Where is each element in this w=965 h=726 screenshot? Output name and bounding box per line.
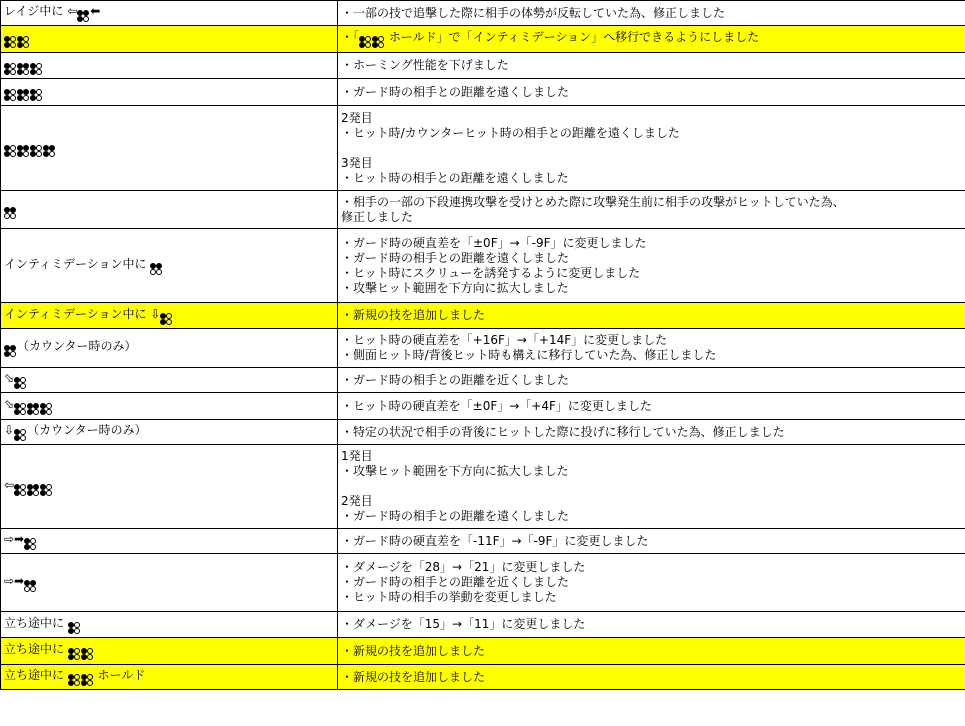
change-note-line: ・ヒット時の硬直差を「+16F」→「+14F」に変更しました [341, 333, 668, 347]
button-unpressed-icon [20, 409, 26, 415]
move-command-cell [1, 1, 338, 26]
change-note-line: ・ヒット時/カウンターヒット時の相手との距離を遠くしました [341, 125, 680, 140]
change-note-line: ・特定の状況で相手の背後にヒットした際に投げに移行していた為、修正しました [341, 424, 785, 439]
button-unpressed-icon [36, 63, 42, 69]
change-note-line: ・ヒット時にスクリューを誘発するように変更しました [341, 265, 641, 280]
button-input-icon [17, 145, 29, 157]
table-row [1, 612, 965, 638]
button-input-icon [40, 403, 52, 415]
button-unpressed-icon [156, 269, 162, 275]
button-input-icon [359, 36, 371, 48]
button-input-icon [24, 538, 36, 550]
move-command-cell [1, 53, 338, 79]
button-input-icon [14, 429, 26, 441]
change-note-line: 修正しました [341, 209, 414, 224]
change-note-line [341, 479, 962, 494]
change-note-line: ・ガード時の相手との距離を遠くしました [341, 84, 570, 99]
move-suffix: （カウンター時のみ） [17, 339, 137, 353]
button-input-icon [4, 63, 16, 75]
change-note-cell [338, 79, 965, 106]
button-unpressed-icon [87, 654, 93, 660]
button-unpressed-icon [166, 313, 172, 319]
button-input-icon [77, 10, 89, 22]
button-input-icon [150, 263, 162, 275]
button-input-icon [43, 145, 55, 157]
change-note-cell [338, 420, 965, 445]
change-note-cell [338, 665, 965, 690]
button-unpressed-icon [10, 151, 16, 157]
move-command-cell [1, 612, 338, 638]
change-note-cell [338, 612, 965, 638]
move-command-cell [1, 554, 338, 612]
button-unpressed-icon [36, 95, 42, 101]
button-unpressed-icon [74, 628, 80, 634]
change-note-line: ・ヒット時の相手との距離を遠くしました [341, 170, 569, 185]
button-unpressed-icon [74, 654, 80, 660]
button-unpressed-icon [87, 680, 93, 686]
patch-notes-body [1, 1, 965, 690]
button-unpressed-icon [10, 351, 16, 357]
move-prefix: インティミデーション中に ⇩ [4, 306, 161, 321]
move-prefix: ⇦ [4, 477, 15, 492]
button-unpressed-icon [20, 484, 26, 490]
button-unpressed-icon [20, 435, 26, 441]
button-input-icon [24, 580, 36, 592]
move-prefix: 立ち途中に [4, 668, 68, 682]
button-input-icon [40, 484, 52, 496]
move-prefix: ⇩ [4, 423, 15, 437]
change-note-line: 2発目 [341, 494, 373, 508]
change-note-line: ・ガード時の相手との距離を近くしました [341, 575, 570, 589]
button-unpressed-icon [365, 42, 371, 48]
button-input-icon [14, 377, 26, 389]
move-prefix: 立ち途中に [4, 615, 68, 630]
button-pressed-icon [156, 263, 162, 269]
button-unpressed-icon [166, 319, 172, 325]
button-unpressed-icon [20, 383, 26, 389]
move-command-cell [1, 191, 338, 229]
table-row [1, 191, 965, 229]
button-pressed-icon [68, 680, 74, 686]
button-unpressed-icon [20, 490, 26, 496]
move-command-cell [1, 329, 338, 368]
change-note-cell [338, 53, 965, 79]
change-note-line: ・ダメージを「15」→「11」に変更しました [341, 617, 586, 631]
change-note-cell [338, 191, 965, 229]
table-row [1, 303, 965, 329]
button-input-icon [17, 36, 29, 48]
button-unpressed-icon [83, 16, 89, 22]
move-command-cell [1, 229, 338, 303]
move-prefix: ⇨➡ [4, 532, 25, 546]
button-input-icon [27, 484, 39, 496]
change-note-cell [338, 445, 965, 529]
change-note-cell [338, 529, 965, 554]
move-command-cell [1, 26, 338, 53]
button-unpressed-icon [36, 69, 42, 75]
button-input-icon [160, 313, 172, 325]
move-suffix: ⬅ [90, 4, 101, 18]
button-unpressed-icon [46, 484, 52, 490]
move-command-cell [1, 79, 338, 106]
button-pressed-icon [81, 654, 87, 660]
button-input-icon [30, 89, 42, 101]
move-prefix: 立ち途中に [4, 642, 68, 656]
change-note-cell [338, 106, 965, 191]
button-unpressed-icon [74, 622, 80, 628]
button-unpressed-icon [33, 409, 39, 415]
button-pressed-icon [23, 63, 29, 69]
button-unpressed-icon [46, 409, 52, 415]
button-input-icon [372, 36, 384, 48]
change-note-line: 3発目 [341, 155, 373, 170]
button-unpressed-icon [10, 69, 16, 75]
table-row [1, 529, 965, 554]
button-input-icon [4, 345, 16, 357]
change-note-line: ・ヒット時の硬直差を「±0F」→「+4F」に変更しました [341, 398, 652, 413]
button-pressed-icon [10, 207, 16, 213]
move-suffix: （カウンター時のみ） [27, 423, 147, 437]
button-input-icon [27, 403, 39, 415]
move-prefix: レイジ中に ⇦ [4, 4, 78, 18]
table-row [1, 420, 965, 445]
button-unpressed-icon [30, 544, 36, 550]
change-note-cell [338, 26, 965, 53]
change-note-cell [338, 303, 965, 329]
button-unpressed-icon [30, 586, 36, 592]
button-pressed-icon [33, 484, 39, 490]
change-note-line: ・側面ヒット時/背後ヒット時も構えに移行していた為、修正しました [341, 348, 717, 362]
button-input-icon [4, 36, 16, 48]
table-row [1, 1, 965, 26]
move-prefix: ⇨➡ [4, 573, 25, 588]
button-input-icon [14, 403, 26, 415]
move-command-cell [1, 665, 338, 690]
change-note-line: 2発目 [341, 110, 373, 125]
change-note-cell [338, 329, 965, 368]
move-command-cell [1, 368, 338, 393]
table-row [1, 665, 965, 690]
table-row [1, 554, 965, 612]
change-note-cell [338, 1, 965, 26]
change-note-line: ・ガード時の相手との距離を遠くしました [341, 250, 570, 265]
table-row [1, 445, 965, 529]
button-input-icon [4, 145, 16, 157]
button-unpressed-icon [23, 95, 29, 101]
button-pressed-icon [68, 622, 74, 628]
button-unpressed-icon [10, 95, 16, 101]
change-note-line: ・攻撃ヒット範囲を下方向に拡大しました [341, 464, 569, 478]
change-note-line: 1発目 [341, 449, 373, 463]
change-note-line: ・一部の技で追撃した際に相手の体勢が反転していた為、修正しました [341, 5, 726, 20]
button-unpressed-icon [49, 151, 55, 157]
change-note-line: ・ガード時の相手との距離を近くしました [341, 372, 570, 387]
button-unpressed-icon [10, 42, 16, 48]
change-note-line: ・ガード時の硬直差を「±0F」→「-9F」に変更しました [341, 235, 647, 250]
table-row [1, 53, 965, 79]
move-command-cell [1, 638, 338, 665]
button-input-icon [68, 674, 80, 686]
button-unpressed-icon [23, 69, 29, 75]
change-note-line: ・ホーミング性能を下げました [341, 58, 509, 72]
button-pressed-icon [68, 654, 74, 660]
change-note-line: ・「 ホールド」で「インティミデーション」へ移行できるようにしました [341, 30, 962, 48]
table-row [1, 329, 965, 368]
button-unpressed-icon [36, 151, 42, 157]
change-note-line: ・新規の技を追加しました [341, 308, 486, 322]
button-unpressed-icon [74, 680, 80, 686]
change-note-line: ・相手の一部の下段連携攻撃を受けとめた際に攻撃発生前に相手の攻撃がヒットしていた為、 [341, 194, 845, 209]
button-unpressed-icon [10, 63, 16, 69]
button-input-icon [4, 89, 16, 101]
button-input-icon [68, 648, 80, 660]
button-pressed-icon [30, 580, 36, 586]
move-prefix: ⬂ [4, 371, 15, 385]
move-command-cell [1, 393, 338, 420]
move-command-cell [1, 445, 338, 529]
change-note-cell [338, 229, 965, 303]
move-prefix: インティミデーション中に [4, 256, 151, 271]
change-note-line: ・新規の技を追加しました [341, 669, 486, 684]
button-unpressed-icon [46, 490, 52, 496]
button-input-icon [4, 207, 16, 219]
move-command-cell [1, 420, 338, 445]
table-row [1, 26, 965, 53]
button-unpressed-icon [378, 42, 384, 48]
change-note-line [341, 141, 962, 156]
button-input-icon [17, 89, 29, 101]
table-row [1, 638, 965, 665]
button-input-icon [14, 484, 26, 496]
button-input-icon [17, 63, 29, 75]
button-pressed-icon [68, 628, 74, 634]
button-input-icon [30, 145, 42, 157]
button-input-icon [81, 648, 93, 660]
change-note-cell [338, 393, 965, 420]
change-note-line: ・新規の技を追加しました [341, 643, 486, 658]
move-command-cell [1, 106, 338, 191]
move-suffix: ホールド [93, 668, 146, 682]
move-command-cell [1, 529, 338, 554]
button-input-icon [30, 63, 42, 75]
table-row [1, 106, 965, 191]
button-input-icon [81, 674, 93, 686]
table-row [1, 393, 965, 420]
table-row [1, 79, 965, 106]
button-pressed-icon [81, 680, 87, 686]
change-note-line: ・ヒット時の相手の挙動を変更しました [341, 590, 557, 604]
change-note-cell [338, 554, 965, 612]
change-note-line: ・ガード時の相手との距離を遠くしました [341, 509, 570, 523]
change-note-cell [338, 368, 965, 393]
move-command-cell [1, 303, 338, 329]
button-unpressed-icon [23, 42, 29, 48]
move-prefix: ⬂ [4, 397, 15, 411]
change-note-line: ・ダメージを「28」→「21」に変更しました [341, 560, 586, 574]
change-note-line: ・ガード時の硬直差を「-11F」→「-9F」に変更しました [341, 533, 649, 548]
button-unpressed-icon [33, 490, 39, 496]
button-unpressed-icon [23, 151, 29, 157]
table-row [1, 368, 965, 393]
change-note-line: ・攻撃ヒット範囲を下方向に拡大しました [341, 280, 569, 295]
change-note-cell [338, 638, 965, 665]
button-unpressed-icon [10, 213, 16, 219]
table-row [1, 229, 965, 303]
button-input-icon [68, 622, 80, 634]
